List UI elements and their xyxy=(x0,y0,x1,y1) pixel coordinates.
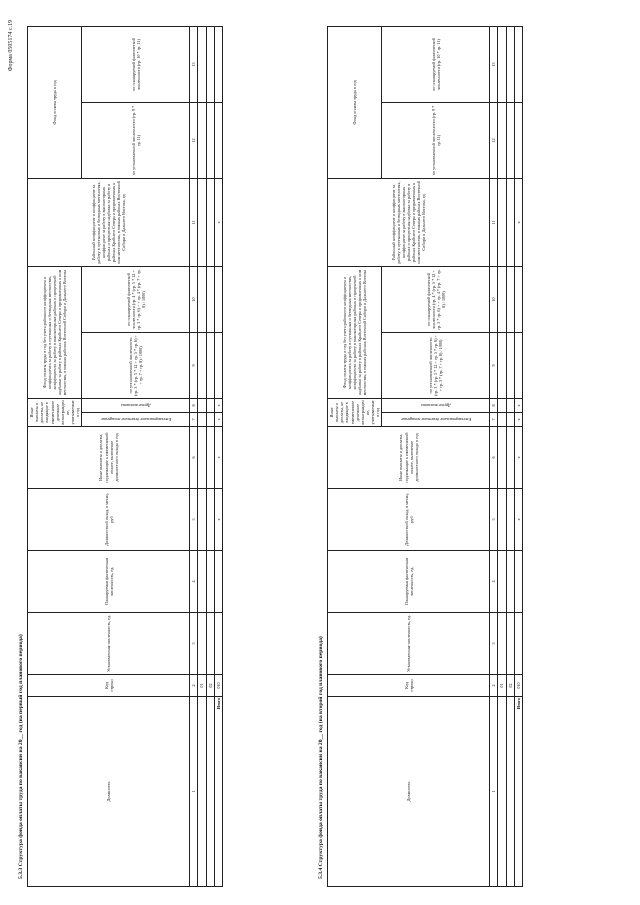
header-staffing: Установленная численность, ед. xyxy=(328,613,490,675)
header-other-pay: Другие выплаты xyxy=(82,398,190,412)
header-salary: Должностной оклад, в месяц, руб xyxy=(328,489,490,551)
cell xyxy=(506,26,514,102)
cell: x xyxy=(214,427,222,489)
cell xyxy=(198,398,206,412)
wage-fund-table xyxy=(327,26,523,887)
header-salary: Должностной оклад, в месяц, руб xyxy=(28,489,190,551)
section-5-3-4 xyxy=(318,19,523,887)
header-monthly-pay: Ежеквартальное денежное поощрение xyxy=(382,413,490,427)
header-fund-staff: по установленной численности (гр. 3 * (гр. 5 * 12 + гр. 5 * гр. 6) + + гр. 7 + гр. 8) / 1000) xyxy=(82,332,190,398)
cell xyxy=(206,332,214,398)
cell xyxy=(506,398,514,412)
cell: x xyxy=(214,413,222,427)
wage-fund-table xyxy=(27,26,223,887)
header-fund-staff: по установленной численности (гр. 3 * (гр. 5 * 12 + гр. 5 * гр. 6) + + гр. 3 * (гр. 7 + гр. 8) / 1000) xyxy=(382,332,490,398)
cell xyxy=(198,489,206,551)
col-number: 7 xyxy=(490,413,498,427)
cell xyxy=(506,266,514,332)
cell xyxy=(206,613,214,675)
cell xyxy=(214,613,222,675)
header-position: Должность xyxy=(328,697,490,887)
cell xyxy=(506,489,514,551)
cell xyxy=(214,332,222,398)
header-group-fund: Фонд оплаты труда в год без учета районного коэффициента и коэффициента за работу в пустынных и безводных местностях, коэффициента за работу в высокогорных районах и процентной надбавки за работу в районах Крайнего Севера и приравненных к ним местностях, в южных районах Восточной Сибири и Дальнего Востока xyxy=(28,266,82,398)
cell: x xyxy=(214,489,222,551)
header-group-extra: Иные выплаты и доплаты, не входящие в ежемесячное денежное вознаграждение, учитываемые в год xyxy=(29,400,81,425)
section-title: 5.3.4 Структура фонда оплаты труда по вакансии на 20__ год (на второй год планового периода) xyxy=(318,636,324,879)
cell xyxy=(206,266,214,332)
cell xyxy=(514,26,522,102)
cell xyxy=(498,551,506,613)
col-number: 9 xyxy=(490,332,498,398)
cell xyxy=(514,102,522,178)
row-code: 01 xyxy=(198,675,206,697)
col-number: 3 xyxy=(490,613,498,675)
header-year-staff: по установленной численности (гр. 9 * гр. 11) xyxy=(382,102,490,178)
cell xyxy=(506,613,514,675)
row-code: 01 xyxy=(498,675,506,697)
total-label: Итого xyxy=(514,697,522,887)
cell xyxy=(214,102,222,178)
cell xyxy=(506,332,514,398)
header-year-planned: по планируемой фактической численности (гр. 10 * гр. 11) xyxy=(382,26,490,102)
cell xyxy=(506,413,514,427)
cell xyxy=(514,332,522,398)
cell: x xyxy=(214,398,222,412)
cell: x xyxy=(214,178,222,266)
cell xyxy=(206,427,214,489)
table-row xyxy=(206,26,214,886)
header-group-year: Фонд оплаты труда в год xyxy=(28,26,82,178)
cell xyxy=(198,613,206,675)
header-other-pay: Другие выплаты xyxy=(382,398,490,412)
cell xyxy=(198,332,206,398)
col-number: 2 xyxy=(190,675,198,697)
total-row xyxy=(514,26,522,886)
header-code: Код строки xyxy=(328,675,490,697)
cell xyxy=(206,398,214,412)
header-planned: Планируемая фактическая численность, ед. xyxy=(328,551,490,613)
cell xyxy=(514,613,522,675)
header-fund-planned: по планируемой фактической численности (гр. 4 * (гр. 5 * 12 + гр. 5 * гр. 6) + + гр. 4 * (гр. 7 + гр. 8) / 1000) xyxy=(82,266,190,332)
cell xyxy=(198,26,206,102)
cell xyxy=(206,26,214,102)
row-code: 02 xyxy=(206,675,214,697)
col-number: 13 xyxy=(490,26,498,102)
cell: x xyxy=(514,398,522,412)
cell xyxy=(198,413,206,427)
col-number: 4 xyxy=(490,551,498,613)
cell xyxy=(198,102,206,178)
header-other-fixed: Иные выплаты и доплаты, подлежащие к ежемесячной оплате, включение должностного оклада в год xyxy=(328,427,490,489)
cell xyxy=(498,332,506,398)
col-number: 6 xyxy=(190,427,198,489)
header-code: Код строки xyxy=(28,675,190,697)
column-numbers-row xyxy=(490,26,498,886)
cell xyxy=(506,178,514,266)
total-code: 010 xyxy=(214,675,222,697)
col-number: 13 xyxy=(190,26,198,102)
col-number: 10 xyxy=(190,266,198,332)
header-coef: Районный коэффициент и коэффициент за работу в пустынных и безводных местностях, коэффициент за работу в высокогорных районах и процентная надбавка за работу в районах Крайнего Севера и приравненных к ним местностях, в южных районах Восточной Сибири и Дальнего Востока, ед xyxy=(28,178,190,266)
cell xyxy=(214,26,222,102)
cell xyxy=(506,551,514,613)
cell xyxy=(206,551,214,613)
cell xyxy=(498,489,506,551)
col-number: 2 xyxy=(490,675,498,697)
col-number: 12 xyxy=(190,102,198,178)
cell xyxy=(498,613,506,675)
cell xyxy=(206,489,214,551)
cell xyxy=(198,551,206,613)
section-title: 5.3.3 Структура фонда оплаты труда по вакансии на 20__ год (на первый год планового периода) xyxy=(18,634,24,879)
cell xyxy=(206,102,214,178)
col-number: 1 xyxy=(190,697,198,887)
header-group-fund: Фонд оплаты труда в год без учета районного коэффициента и коэффициента за работу в пустынных и безводных местностях, коэффициента за работу в высокогорных районах и процентной надбавки за работу в районах Крайнего Севера и приравненных к ним местностях, в южных районах Восточной Сибири и Дальнего Востока xyxy=(328,266,382,398)
row-code: 02 xyxy=(506,675,514,697)
header-group-year: Фонд оплаты труда в год xyxy=(328,26,382,178)
col-number: 4 xyxy=(190,551,198,613)
col-number: 5 xyxy=(490,489,498,551)
table-row xyxy=(198,26,206,886)
total-code: 010 xyxy=(514,675,522,697)
col-number: 8 xyxy=(190,398,198,412)
cell xyxy=(514,266,522,332)
header-year-planned: по планируемой фактической численности (гр. 10 * гр. 11) xyxy=(82,26,190,102)
cell: x xyxy=(514,413,522,427)
header-position: Должность xyxy=(28,697,190,887)
col-number: 10 xyxy=(490,266,498,332)
form-number: Форма 0505174 с.19 xyxy=(8,20,14,72)
column-numbers-row xyxy=(190,26,198,886)
cell xyxy=(498,427,506,489)
cell xyxy=(498,178,506,266)
cell xyxy=(198,178,206,266)
cell xyxy=(506,102,514,178)
header-other-fixed: Иные выплаты и доплаты, подлежащие к ежемесячной оплате, включение должностного оклада в год xyxy=(28,427,190,489)
cell xyxy=(214,266,222,332)
cell xyxy=(506,427,514,489)
cell xyxy=(198,427,206,489)
col-number: 3 xyxy=(190,613,198,675)
header-fund-planned: по планируемой фактической численности (гр. 4 * (гр. 5 * 12 + гр. 5 * гр. 6) + + гр. 4 * (гр. 7 + гр. 8) / 1000) xyxy=(382,266,490,332)
cell xyxy=(206,178,214,266)
cell xyxy=(498,398,506,412)
cell xyxy=(498,266,506,332)
col-number: 11 xyxy=(190,178,198,266)
col-number: 5 xyxy=(190,489,198,551)
table-row xyxy=(498,26,506,886)
cell: x xyxy=(514,178,522,266)
header-year-staff: по установленной численности (гр. 9 * гр. 11) xyxy=(82,102,190,178)
header-monthly-pay: Ежеквартальное денежное поощрение xyxy=(82,413,190,427)
header-planned: Планируемая фактическая численность, ед. xyxy=(28,551,190,613)
col-number: 7 xyxy=(190,413,198,427)
header-staffing: Установленная численность, ед. xyxy=(28,613,190,675)
col-number: 12 xyxy=(490,102,498,178)
cell: x xyxy=(514,427,522,489)
header-group-extra: Иные выплаты и доплаты, не входящие в ежемесячное денежное вознаграждение, учитываемые в год xyxy=(329,400,381,425)
col-number: 11 xyxy=(490,178,498,266)
rotated-page xyxy=(0,10,640,895)
header-coef: Районный коэффициент и коэффициент за работу в пустынных и безводных местностях, коэффициент за работу в высокогорных районах и процентная надбавка за работу в районах Крайнего Севера и приравненных к ним местностях, в южных районах Восточной Сибири и Дальнего Востока, ед xyxy=(328,178,490,266)
cell xyxy=(498,413,506,427)
total-label: Итого xyxy=(214,697,222,887)
cell xyxy=(206,413,214,427)
cell xyxy=(214,551,222,613)
cell xyxy=(514,551,522,613)
cell xyxy=(498,102,506,178)
cell xyxy=(198,266,206,332)
col-number: 8 xyxy=(490,398,498,412)
cell xyxy=(498,26,506,102)
col-number: 1 xyxy=(490,697,498,887)
col-number: 6 xyxy=(490,427,498,489)
table-row xyxy=(506,26,514,886)
cell: x xyxy=(514,489,522,551)
section-5-3-3 xyxy=(18,19,223,887)
col-number: 9 xyxy=(190,332,198,398)
total-row xyxy=(214,26,222,886)
